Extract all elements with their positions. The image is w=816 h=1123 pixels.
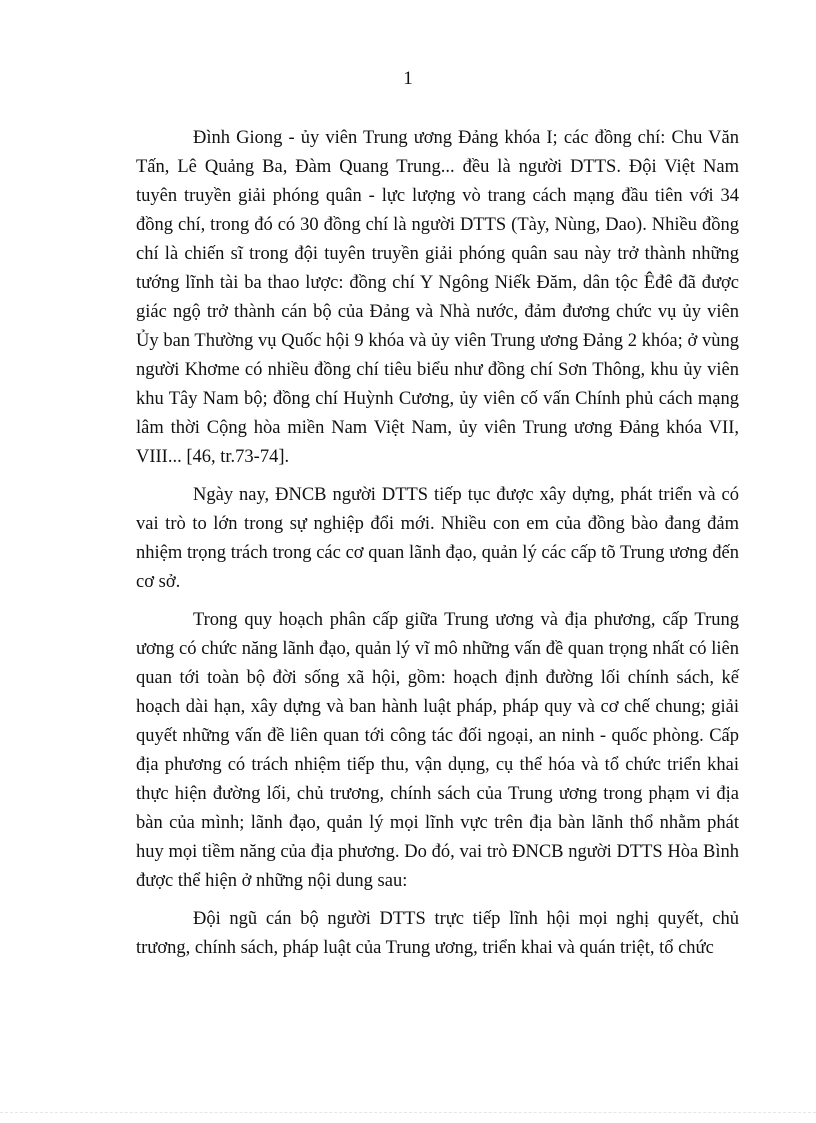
paragraph-4: Đội ngũ cán bộ người DTTS trực tiếp lĩnh hội mọi nghị quyết, chủ trương, chính sách, pháp luật của Trung ương, triển khai và quán triệt, tổ chức <box>136 909 739 958</box>
page-bottom-divider <box>0 1112 816 1113</box>
document-body <box>136 124 739 972</box>
paragraph-3: Trong quy hoạch phân cấp giữa Trung ương và địa phương, cấp Trung ương có chức năng lãnh đạo, quản lý vĩ mô những vấn đề quan trọng nhất có liên quan tới toàn bộ đời sống xã hội, gồm: hoạch định đường lối chính sách, kế hoạch dài hạn, xây dựng và ban hành luật pháp, pháp quy và cơ chế chung; giải quyết những vấn đề liên quan tới công tác đối ngoại, an ninh - quốc phòng. Cấp địa phương có trách nhiệm tiếp thu, vận dụng, cụ thể hóa và tổ chức triển khai thực hiện đường lối, chủ trương, chính sách của Trung ương trong phạm vi địa bàn của mình; lãnh đạo, quản lý mọi lĩnh vực trên địa bàn lãnh thổ nhằm phát huy mọi tiềm năng của địa phương. Do đó, vai trò ĐNCB người DTTS Hòa Bình được thể hiện ở những nội dung sau: <box>136 610 739 891</box>
paragraph-1: Đình Giong - ủy viên Trung ương Đảng khóa I; các đồng chí: Chu Văn Tấn, Lê Quảng Ba, Đàm Quang Trung... đều là người DTTS. Đội Việt Nam tuyên truyền giải phóng quân - lực lượng vò trang cách mạng đầu tiên với 34 đồng chí, trong đó có 30 đồng chí là người DTTS (Tày, Nùng, Dao). Nhiều đồng chí là chiến sĩ trong đội tuyên truyền giải phóng quân sau này trở thành những tướng lĩnh tài ba thao lược: đồng chí Y Ngông Niếk Đăm, dân tộc Êđê đã được giác ngộ trở thành cán bộ của Đảng và Nhà nước, đảm đương chức vụ ủy viên Ủy ban Thường vụ Quốc hội 9 khóa và ủy viên Trung ương Đảng 2 khóa; ở vùng người Khơme có nhiều đồng chí tiêu biểu như đồng chí Sơn Thông, khu ủy viên khu Tây Nam bộ; đồng chí Huỳnh Cương, ủy viên cố vấn Chính phủ cách mạng lâm thời Cộng hòa miền Nam Việt Nam, ủy viên Trung ương Đảng khóa VII, VIII... [46, tr.73-74]. <box>136 128 739 467</box>
page-number: 1 <box>403 68 413 89</box>
paragraph-2: Ngày nay, ĐNCB người DTTS tiếp tục được xây dựng, phát triển và có vai trò to lớn trong sự nghiệp đổi mới. Nhiều con em của đồng bào đang đảm nhiệm trọng trách trong các cơ quan lãnh đạo, quản lý các cấp tõ Trung ương đến cơ sở. <box>136 485 739 592</box>
